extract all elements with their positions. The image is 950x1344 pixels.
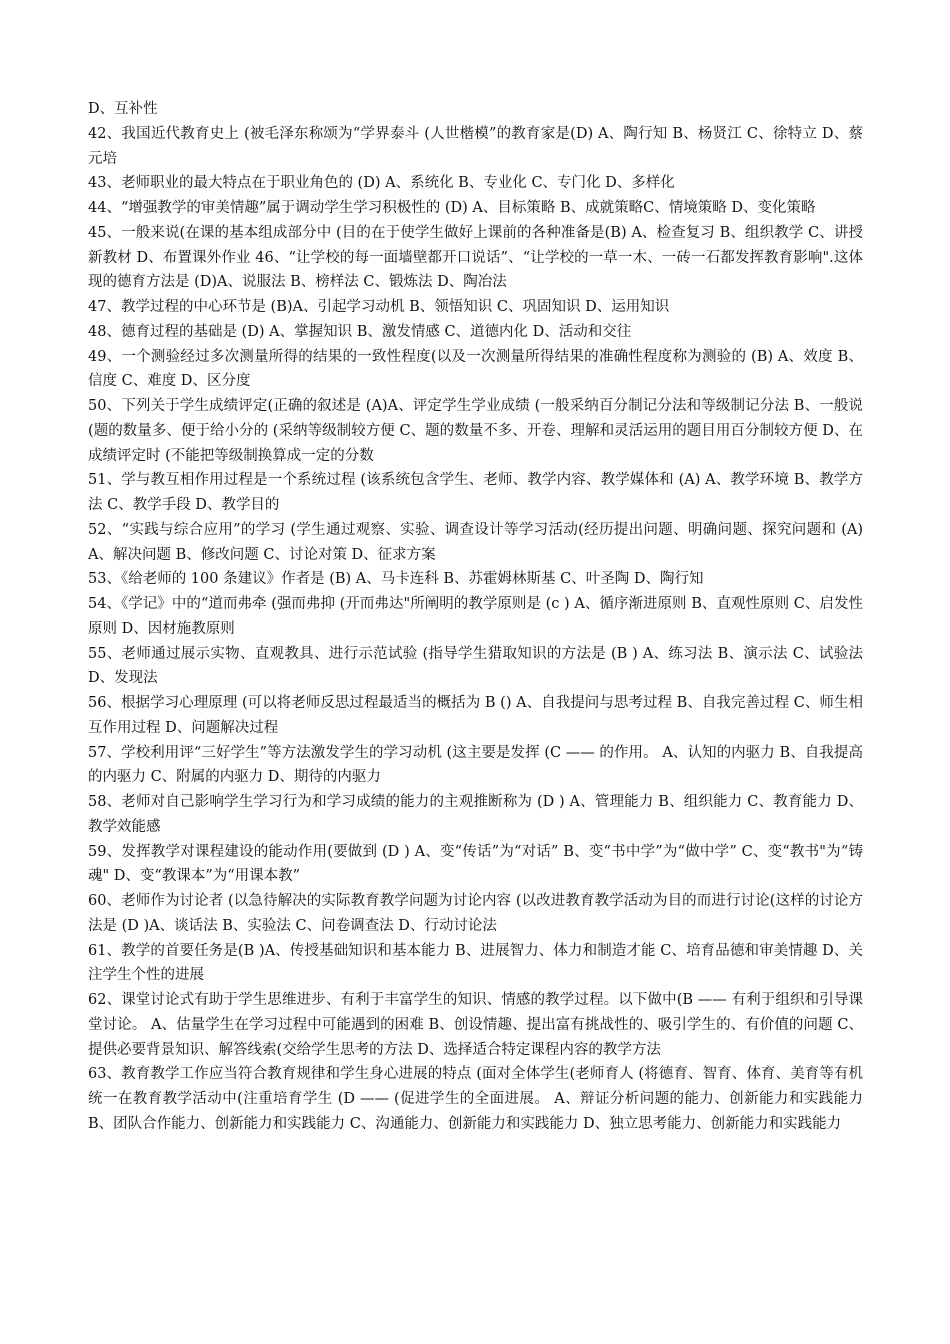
question-60: 60、老师作为讨论者 (以急待解决的实际教育教学问题为讨论内容 (以改进教育教学活动为目的而进行讨论(这样的讨论方法是 (D )A、谈话法 B、实验法 C、问卷调查法 D、行动讨论法 xyxy=(88,893,863,934)
question-62: 62、课堂讨论式有助于学生思维进步、有利于丰富学生的知识、情感的教学过程。以下做中(B —— 有利于组织和引导课堂讨论。 A、估量学生在学习过程中可能遇到的困难 B、创设情趣、提出富有挑战性的、吸引学生的、有价值的问题 C、提供必要背景知识、解答线索(交给学生思考的方法 D、选择适合特定课程内容的教学方法 xyxy=(88,992,863,1058)
question-44: 44、“增强教学的审美情趣”属于调动学生学习积极性的 (D) A、目标策略 B、成就策略C、情境策略 D、变化策略 xyxy=(88,200,816,216)
question-63: 63、教育教学工作应当符合教育规律和学生身心进展的特点 (面对全体学生(老师育人 (将德育、智育、体育、美育等有机统一在教育教学活动中(注重培育学生 (D —— (促进学生的全面进展。 A、辩证分析问题的能力、创新能力和实践能力 B、团队合作能力、创新能力和实践能力 C、沟通能力、创新能力和实践能力 D、独立思考能力、创新能力和实践能力 xyxy=(88,1066,863,1132)
question-58: 58、老师对自己影响学生学习行为和学习成绩的能力的主观推断称为 (D ) A、管理能力 B、组织能力 C、教育能力 D、教学效能感 xyxy=(88,794,863,835)
question-50: 50、下列关于学生成绩评定(正确的叙述是 (A)A、评定学生学业成绩 (一般采纳百分制记分法和等级制记分法 B、一般说 (题的数量多、便于给小分的 (采纳等级制较方便 C、题的数量不多、开卷、理解和灵活运用的题目用百分制较方便 D、在成绩评定时 (不能把等级制换算成一定的分数 xyxy=(88,398,863,464)
question-52: 52、“实践与综合应用”的学习 (学生通过观察、实验、调查设计等学习活动(经历提出问题、明确问题、探究问题和 (A) A、解决问题 B、修改问题 C、讨论对策 D、征求方案 xyxy=(88,521,863,563)
question-56: 56、根据学习心理原理 (可以将老师反思过程最适当的概括为 B () A、自我提问与思考过程 B、自我完善过程 C、师生相互作用过程 D、问题解决过程 xyxy=(88,695,863,736)
question-51: 51、学与教互相作用过程是一个系统过程 (该系统包含学生、老师、教学内容、教学媒体和 (A) A、教学环境 B、教学方法 C、教学手段 D、教学目的 xyxy=(88,472,863,513)
question-54: 54、《学记》中的“道而弗牵 (强而弗抑 (开而弗达"所阐明的教学原则是 (c ) A、循序渐进原则 B、直观性原则 C、启发性原则 D、因材施教原则 xyxy=(88,596,863,637)
question-49: 49、一个测验经过多次测量所得的结果的一致性程度(以及一次测量所得结果的准确性程度称为测验的 (B) A、效度 B、信度 C、难度 D、区分度 xyxy=(88,348,863,390)
question-42: 42、我国近代教育史上 (被毛泽东称颂为“学界泰斗 (人世楷模”的教育家是(D) A、陶行知 B、杨贤江 C、徐特立 D、蔡元培 xyxy=(88,125,863,167)
question-48: 48、德育过程的基础是 (D) A、掌握知识 B、激发情感 C、道德内化 D、活动和交往 xyxy=(88,323,632,340)
question-45-46: 45、一般来说(在课的基本组成部分中 (目的在于使学生做好上课前的各种准备是(B) A、检查复习 B、组织教学 C、讲授新教材 D、布置课外作业 46、“让学校的每一面墙壁都开口说话”、“让学校的一草一木、一砖一石都发挥教育影响".这体现的德育方法是 (D)A、说服法 B、榜样法 C、锻炼法 D、陶冶法 xyxy=(88,224,863,291)
question-53: 53、《给老师的 100 条建议》作者是 (B) A、马卡连科 B、苏霍姆林斯基 C、叶圣陶 D、陶行知 xyxy=(88,571,704,588)
question-59: 59、发挥教学对课程建设的能动作用(要做到 (D ) A、变“传话”为“对话” B、变“书中学”为“做中学” C、变“教书"为“铸魂" D、变“教课本”为“用课本教” xyxy=(88,843,863,885)
question-57: 57、学校利用评“三好学生”等方法激发学生的学习动机 (这主要是发挥 (C —— 的作用。 A、认知的内驱力 B、自我提高的内驱力 C、附属的内驱力 D、期待的内驱力 xyxy=(88,744,863,786)
question-43: 43、老师职业的最大特点在于职业角色的 (D) A、系统化 B、专业化 C、专门化 D、多样化 xyxy=(88,175,675,192)
document-page xyxy=(88,97,863,1137)
paragraph-41-option-d: D、互补性 xyxy=(88,101,158,117)
question-61: 61、教学的首要任务是(B )A、传授基础知识和基本能力 B、进展智力、体力和制造才能 C、培育品德和审美情趣 D、关注学生个性的进展 xyxy=(88,942,863,984)
question-47: 47、教学过程的中心环节是 (B)A、引起学习动机 B、领悟知识 C、巩固知识 D、运用知识 xyxy=(88,299,670,315)
question-55: 55、老师通过展示实物、直观教具、进行示范试验 (指导学生猎取知识的方法是 (B ) A、练习法 B、演示法 C、试验法 D、发现法 xyxy=(88,645,863,687)
